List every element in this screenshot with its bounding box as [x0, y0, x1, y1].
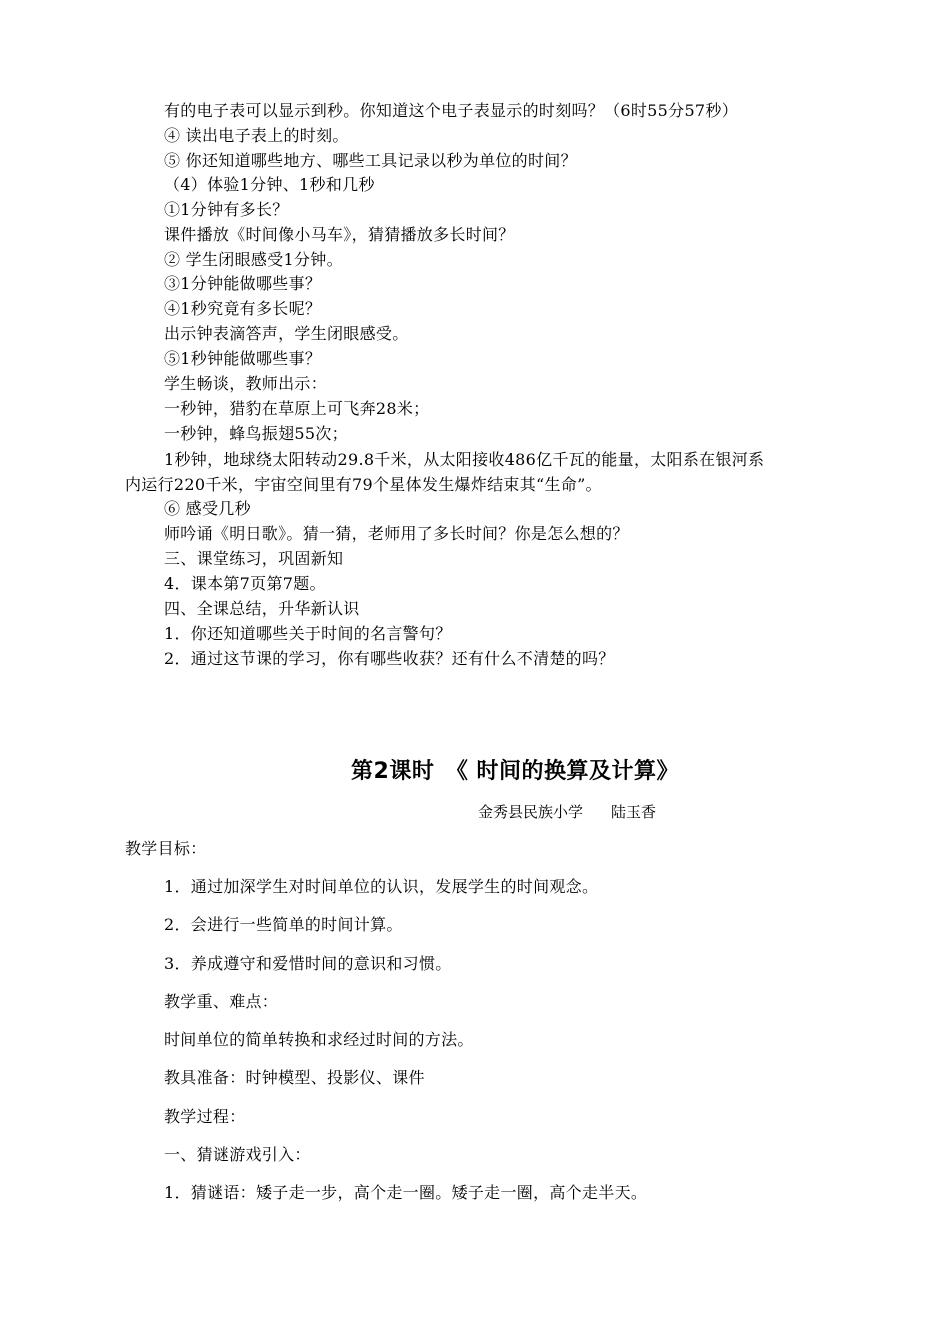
text-line: 出示钟表滴答声，学生闭眼感受。 — [164, 324, 409, 343]
goals-heading: 教学目标： — [125, 839, 207, 858]
text-line: ② 学生闭眼感受1分钟。 — [164, 250, 343, 269]
goal-item: 3．养成遵守和爱惜时间的意识和习惯。 — [164, 954, 452, 973]
goal-item: 2．会进行一些简单的时间计算。 — [164, 915, 403, 934]
text-line: ⑤ 你还知道哪些地方、哪些工具记录以秒为单位的时间？ — [164, 151, 577, 170]
text-line: ⑥ 感受几秒 — [164, 499, 251, 518]
text-line: 课件播放《时间像小马车》，猜猜播放多长时间？ — [164, 225, 515, 244]
text-line: 1．你还知道哪些关于时间的名言警句？ — [164, 624, 452, 643]
section-heading: 四、全课总结，升华新认识 — [164, 599, 360, 618]
key-points-text: 时间单位的简单转换和求经过时间的方法。 — [164, 1030, 474, 1049]
paragraph-first-line: 1秒钟，地球绕太阳转动29.8千米，从太阳接收486亿千瓦的能量，太阳系在银河系 — [164, 450, 765, 469]
teaching-tools: 教具准备：时钟模型、投影仪、课件 — [164, 1068, 425, 1087]
text-line: ④ 读出电子表上的时刻。 — [164, 126, 349, 145]
text-line: 一秒钟，蜂鸟振翅55次； — [164, 424, 348, 443]
text-line: 4．课本第7页第7题。 — [164, 574, 326, 593]
text-line: 2．通过这节课的学习，你有哪些收获？还有什么不清楚的吗？ — [164, 649, 615, 668]
text-line: 师吟诵《明日歌》。猜一猜，老师用了多长时间？你是怎么想的？ — [164, 524, 629, 543]
key-points-heading: 教学重、难点： — [164, 992, 279, 1011]
paragraph-continuation: 内运行220千米，宇宙空间里有79个星体发生爆炸结束其“生命”。 — [125, 475, 602, 494]
text-line: ①1分钟有多长？ — [164, 200, 289, 219]
text-line: 学生畅谈，教师出示： — [164, 374, 328, 393]
lesson-title: 第2课时 《 时间的换算及计算》 — [351, 759, 679, 784]
section-heading: 三、课堂练习，巩固新知 — [164, 549, 344, 568]
text-line: 一秒钟，猎豹在草原上可飞奔28米； — [164, 399, 430, 418]
process-heading: 教学过程： — [164, 1107, 246, 1126]
step-heading: 一、猜谜游戏引入： — [164, 1145, 311, 1164]
school-name: 金秀县民族小学 — [478, 803, 584, 821]
author-line — [478, 802, 656, 822]
text-line: （4）体验1分钟、1秒和几秒 — [164, 175, 375, 194]
text-line: ③1分钟能做哪些事？ — [164, 274, 322, 293]
text-line: 有的电子表可以显示到秒。你知道这个电子表显示的时刻吗？（6时55分57秒） — [164, 101, 738, 120]
riddle-text: 1．猜谜语：矮子走一步，高个走一圈。矮子走一圈，高个走半天。 — [164, 1183, 648, 1202]
text-line: ④1秒究竟有多长呢？ — [164, 299, 322, 318]
text-line: ⑤1秒钟能做哪些事？ — [164, 349, 322, 368]
teacher-name: 陆玉香 — [611, 803, 657, 821]
goal-item: 1．通过加深学生对时间单位的认识，发展学生的时间观念。 — [164, 877, 599, 896]
